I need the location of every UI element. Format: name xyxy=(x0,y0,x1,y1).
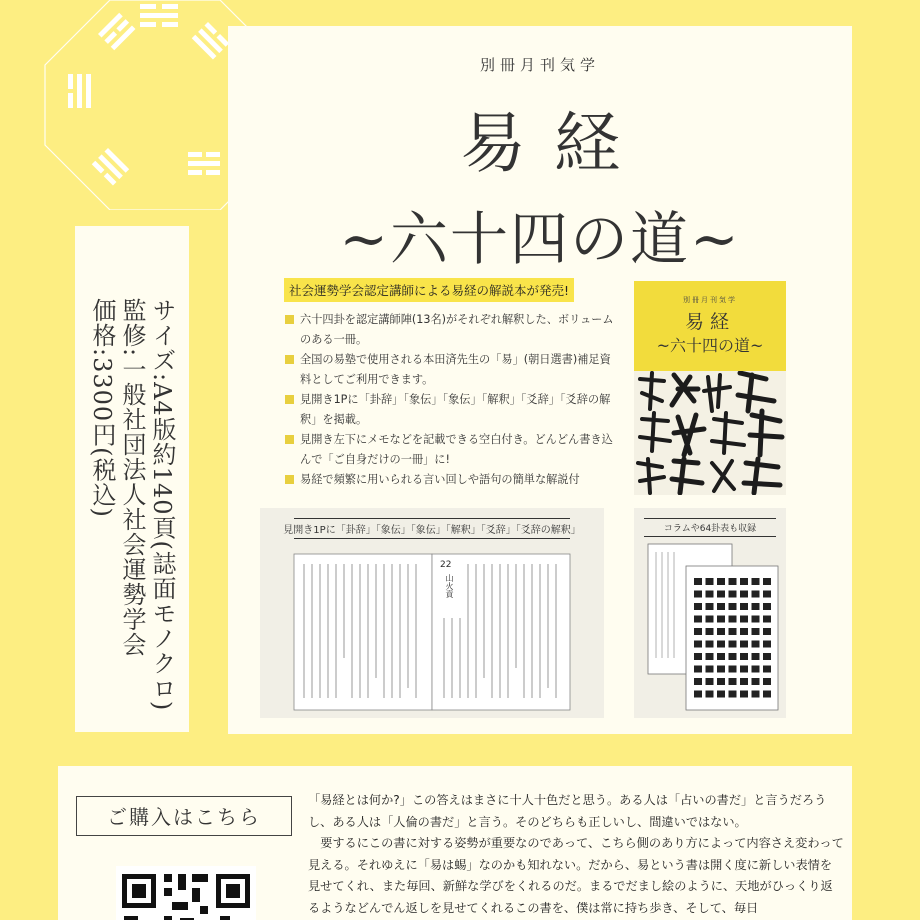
promo-bullet: 見開き1Pに「卦辞」「象伝」「象伝」「解釈」「爻辞」「爻辞の解釈」を掲載。 xyxy=(284,390,614,430)
book-title: 易経 xyxy=(460,105,648,182)
hexagram-cell xyxy=(694,578,702,585)
hexagram-cell xyxy=(763,666,771,673)
hexagram-cell xyxy=(763,616,771,623)
main-product-panel xyxy=(228,26,852,734)
hexagram-cell xyxy=(717,691,725,698)
hexagram-cell xyxy=(729,691,737,698)
hexagram-cell xyxy=(740,603,748,610)
column-sample-panel xyxy=(634,508,786,718)
hexagram-cell xyxy=(740,666,748,673)
spread-sample-panel xyxy=(260,508,604,718)
hexagram-cell xyxy=(729,591,737,598)
column-caption: コラムや64卦表も収録 xyxy=(634,518,786,537)
hexagram-cell xyxy=(752,603,760,610)
spread-hexagram-name: 山火賁 xyxy=(445,574,454,598)
hexagram-cell xyxy=(717,591,725,598)
hexagram-cell xyxy=(706,578,714,585)
hexagram-cell xyxy=(717,578,725,585)
hexagram-cell xyxy=(752,628,760,635)
book-subtitle: ~六十四の道~ xyxy=(339,205,741,273)
hexagram-cell xyxy=(717,641,725,648)
hexagram-cell xyxy=(763,678,771,685)
hexagram-cell xyxy=(729,653,737,660)
hexagram-cell xyxy=(763,591,771,598)
hexagram-cell xyxy=(752,641,760,648)
hexagram-cell xyxy=(717,678,725,685)
hexagram-cell xyxy=(763,641,771,648)
hexagram-cell xyxy=(717,628,725,635)
calligraphy-illustration xyxy=(634,371,786,495)
hexagram-cell xyxy=(752,616,760,623)
cover-thumb-subtitle: ~六十四の道~ xyxy=(656,336,764,355)
hexagram-table-illustration xyxy=(634,508,786,718)
hexagram-cell xyxy=(740,641,748,648)
hexagram-cell xyxy=(752,653,760,660)
hexagram-cell xyxy=(717,603,725,610)
hexagram-cell xyxy=(729,641,737,648)
promo-bullet: 全国の易塾で使用される本田済先生の「易」(朝日選書)補足資料としてご利用できます。 xyxy=(284,350,614,390)
spread-page-number: 22 xyxy=(440,560,452,570)
hexagram-cell xyxy=(694,678,702,685)
promo-list xyxy=(284,310,614,490)
hexagram-cell xyxy=(694,691,702,698)
hexagram-cell xyxy=(729,578,737,585)
series-label: 別冊月刊気学 xyxy=(479,56,600,74)
hexagram-cell xyxy=(694,603,702,610)
hexagram-cell xyxy=(717,616,725,623)
hexagram-cell xyxy=(694,628,702,635)
hexagram-cell xyxy=(740,691,748,698)
hexagram-cell xyxy=(740,578,748,585)
promo-bullet: 見開き左下にメモなどを記載できる空白付き。どんどん書き込んで「ご自身だけの一冊」に! xyxy=(284,430,614,470)
spread-pages-illustration xyxy=(260,508,604,718)
hexagram-cell xyxy=(729,603,737,610)
spec-price: 価格:3300円(税込) xyxy=(88,298,116,518)
hexagram-cell xyxy=(729,616,737,623)
spread-caption: 見開き1Pに「卦辞」「象伝」「象伝」「解釈」「爻辞」「爻辞の解釈」 xyxy=(260,518,604,539)
hexagram-cell xyxy=(729,628,737,635)
purchase-label: ご購入はこちら xyxy=(76,796,292,836)
hexagram-cell xyxy=(706,666,714,673)
hexagram-cell xyxy=(706,678,714,685)
hexagram-cell xyxy=(729,678,737,685)
promo-bullet: 六十四卦を認定講師陣(13名)がそれぞれ解釈した、ボリュームのある一冊。 xyxy=(284,310,614,350)
hexagram-cell xyxy=(706,653,714,660)
specs-text xyxy=(87,298,177,718)
hexagram-cell xyxy=(729,666,737,673)
promo-block xyxy=(284,278,614,490)
hexagram-cell xyxy=(717,666,725,673)
hexagram-cell xyxy=(706,628,714,635)
hexagram-cell xyxy=(763,653,771,660)
hexagram-cell xyxy=(717,653,725,660)
hexagram-cell xyxy=(706,691,714,698)
hexagram-cell xyxy=(763,603,771,610)
hexagram-cell xyxy=(740,616,748,623)
hexagram-cell xyxy=(752,691,760,698)
hexagram-cell xyxy=(740,678,748,685)
hexagram-cell xyxy=(706,603,714,610)
hexagram-cell xyxy=(763,691,771,698)
hexagram-cell xyxy=(763,578,771,585)
hexagram-cell xyxy=(740,591,748,598)
promo-headline: 社会運勢学会認定講師による易経の解説本が発売! xyxy=(284,278,574,302)
purchase-qr-code[interactable] xyxy=(116,866,256,920)
cover-thumb-title: 易経 xyxy=(684,311,735,333)
hexagram-cell xyxy=(706,616,714,623)
hexagram-cell xyxy=(740,628,748,635)
hexagram-cell xyxy=(752,678,760,685)
essay-paragraph-1: 「易経とは何か?」この答えはまさに十人十色だと思う。ある人は「占いの書だ」と言うだろうし、ある人は「人倫の書だ」と言う。そのどちらも正しいし、間違いではない。 xyxy=(308,793,827,829)
cover-thumb-series: 別冊月刊気学 xyxy=(683,296,737,304)
hexagram-cell xyxy=(752,578,760,585)
hexagram-cell xyxy=(694,641,702,648)
hexagram-cell xyxy=(706,641,714,648)
specs-panel xyxy=(75,226,189,732)
promo-bullet: 易経で頻繁に用いられる言い回しや語句の簡単な解説付 xyxy=(284,470,614,490)
hexagram-cell xyxy=(694,653,702,660)
essay-paragraph-2: 要するにこの書に対する姿勢が重要なのであって、こちら側のあり方によって内容さえ変わって見える。それゆえに「易は蜴」なのかも知れない。だから、易という書は開く度に新しい表情を見せてくれ、また毎回、新鮮な学びをくれるのだ。まるでだまし絵のように、天地がひっくり返るようなどんでん返しを見せてくれるこの書を、僕は常に持ち歩き、そして、毎日 xyxy=(308,836,844,915)
hexagram-cell xyxy=(694,666,702,673)
hexagram-cell xyxy=(752,666,760,673)
hexagram-cell xyxy=(694,591,702,598)
hexagram-cell xyxy=(694,616,702,623)
spec-size: サイズ:A4版約140頁(誌面モノクロ) xyxy=(148,298,176,712)
essay-text xyxy=(308,790,844,919)
book-cover-thumbnail xyxy=(634,281,786,495)
hexagram-cell xyxy=(706,591,714,598)
hexagram-cell xyxy=(763,628,771,635)
purchase-essay-panel xyxy=(58,766,852,920)
hexagram-cell xyxy=(752,591,760,598)
hexagram-cell xyxy=(740,653,748,660)
spec-supervisor: 監修:一般社団法人社会運勢学会 xyxy=(118,298,146,658)
